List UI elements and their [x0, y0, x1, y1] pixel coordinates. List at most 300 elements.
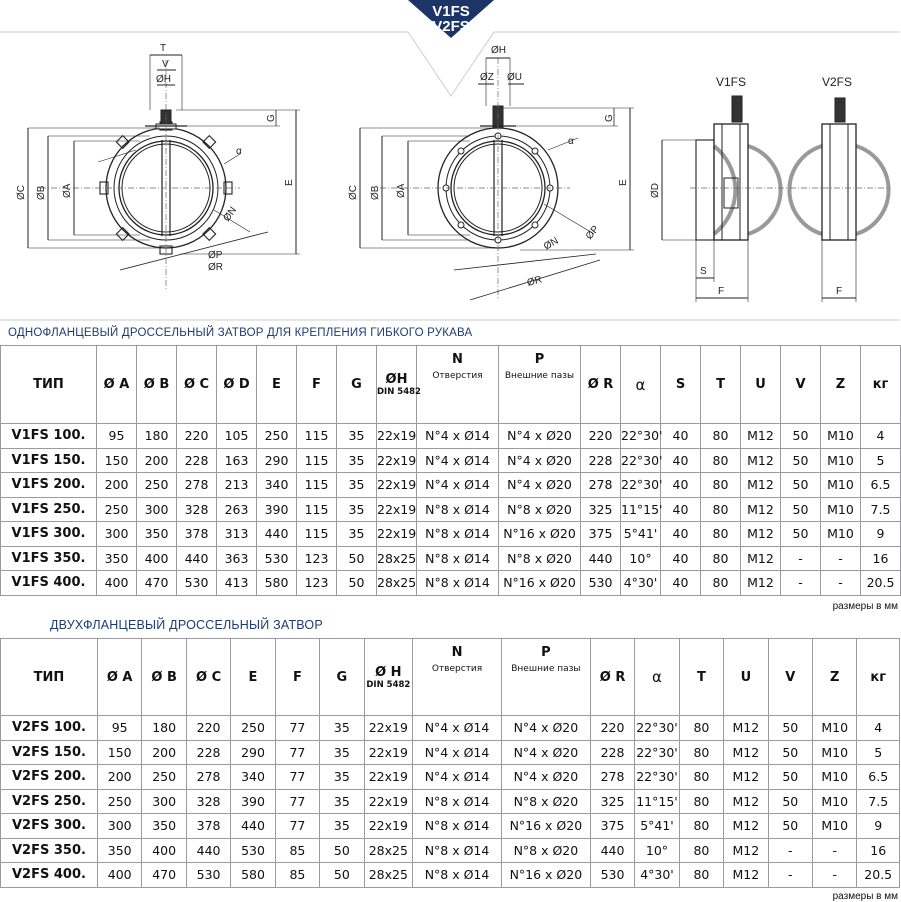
- table-cell: N°4 x Ø20: [499, 473, 581, 498]
- col-C: Ø C: [177, 346, 217, 424]
- table-cell: 400: [97, 571, 137, 596]
- model-cell: V2FS 250.: [1, 789, 98, 814]
- table-cell: 228: [590, 740, 634, 765]
- table-cell: M12: [741, 448, 781, 473]
- table-cell: 50: [781, 424, 821, 449]
- table-cell: 163: [217, 448, 257, 473]
- table-cell: M10: [821, 497, 861, 522]
- table-row: [1, 424, 901, 449]
- col-A: Ø A: [97, 639, 141, 716]
- table-cell: -: [768, 863, 812, 888]
- table-cell: M12: [724, 789, 768, 814]
- table-cell: 105: [217, 424, 257, 449]
- table-cell: 278: [186, 765, 230, 790]
- col-N-sub: Отверстия: [432, 371, 483, 381]
- table-cell: N°8 x Ø14: [413, 863, 502, 888]
- table-cell: 363: [217, 546, 257, 571]
- table-row: [1, 448, 901, 473]
- col-alpha: α: [621, 346, 661, 424]
- view-v1fs-side: [662, 96, 790, 302]
- table-cell: 77: [275, 814, 319, 839]
- table-cell: 375: [590, 814, 634, 839]
- table-cell: 50: [781, 448, 821, 473]
- table-cell: 80: [701, 522, 741, 547]
- table-cell: 22°30': [621, 473, 661, 498]
- table-cell: 115: [297, 522, 337, 547]
- table-cell: 35: [337, 473, 377, 498]
- col-N-label: N: [452, 352, 463, 367]
- table-cell: 4: [857, 716, 900, 741]
- table-cell: 40: [661, 522, 701, 547]
- table-cell: 530: [257, 546, 297, 571]
- table-cell: 6.5: [861, 473, 901, 498]
- col-type: ТИП: [1, 639, 98, 716]
- col-H-label: Ø H: [375, 664, 402, 680]
- table-cell: N°4 x Ø14: [417, 473, 499, 498]
- dim-N-label-2: ØN: [542, 235, 561, 253]
- table-cell: 530: [177, 571, 217, 596]
- model-cell: V1FS 400.: [1, 571, 97, 596]
- table-cell: 40: [661, 546, 701, 571]
- table-cell: M10: [813, 740, 857, 765]
- table-cell: N°16 x Ø20: [499, 522, 581, 547]
- view-v2fs-title: V2FS: [822, 75, 853, 89]
- table-cell: N°16 x Ø20: [499, 571, 581, 596]
- table-row: [1, 789, 900, 814]
- table-cell: M12: [724, 863, 768, 888]
- dim-A-label-2: ØA: [396, 183, 407, 198]
- dim-Z-label: ØZ: [480, 72, 494, 83]
- table-cell: 530: [590, 863, 634, 888]
- table-cell: 4°30': [621, 571, 661, 596]
- table-cell: 328: [177, 497, 217, 522]
- table-cell: 80: [701, 546, 741, 571]
- col-A: Ø A: [97, 346, 137, 424]
- table-cell: 22x19: [377, 497, 417, 522]
- badge-line1: V1FS: [432, 3, 470, 20]
- table-cell: M10: [813, 765, 857, 790]
- table-cell: 340: [231, 765, 275, 790]
- table-row: [1, 814, 900, 839]
- table-cell: 50: [781, 497, 821, 522]
- table-cell: 77: [275, 716, 319, 741]
- table-row: [1, 546, 901, 571]
- table-cell: 7.5: [861, 497, 901, 522]
- table-cell: M10: [813, 814, 857, 839]
- table-cell: 4°30': [635, 863, 679, 888]
- table-cell: 290: [231, 740, 275, 765]
- table-cell: 22x19: [364, 716, 412, 741]
- table-cell: 440: [177, 546, 217, 571]
- table-cell: 40: [661, 497, 701, 522]
- col-type: ТИП: [1, 346, 97, 424]
- dim-F-label-2: F: [836, 286, 843, 297]
- col-N-label: N: [451, 645, 463, 660]
- table-cell: 35: [320, 814, 364, 839]
- table-cell: 150: [97, 740, 141, 765]
- table-row: [1, 473, 901, 498]
- dim-B-label-2: ØB: [370, 185, 381, 200]
- col-H-label: ØH: [385, 372, 408, 387]
- table-cell: 9: [861, 522, 901, 547]
- col-G: G: [337, 346, 377, 424]
- table2-title: ДВУХФЛАНЦЕВЫЙ ДРОССЕЛЬНЫЙ ЗАТВОР: [50, 618, 323, 632]
- table-cell: 440: [590, 838, 634, 863]
- table-cell: N°4 x Ø20: [499, 448, 581, 473]
- dim-G-label-2: G: [604, 114, 615, 122]
- table-cell: 250: [257, 424, 297, 449]
- table-cell: 580: [257, 571, 297, 596]
- model-cell: V1FS 150.: [1, 448, 97, 473]
- table-cell: -: [768, 838, 812, 863]
- table-row: [1, 571, 901, 596]
- table-cell: N°8 x Ø14: [413, 838, 502, 863]
- col-P: [501, 639, 590, 716]
- view-v1fs-front: [28, 55, 300, 290]
- col-kg: кг: [861, 346, 901, 424]
- table-cell: 5: [861, 448, 901, 473]
- table-cell: 200: [97, 765, 141, 790]
- table-cell: M12: [741, 546, 781, 571]
- table-cell: N°4 x Ø14: [413, 716, 502, 741]
- table-cell: N°4 x Ø14: [417, 448, 499, 473]
- table-cell: 278: [581, 473, 621, 498]
- table-cell: 300: [97, 522, 137, 547]
- dim-S-label: S: [700, 266, 707, 277]
- table-cell: 378: [186, 814, 230, 839]
- table-cell: 11°15': [635, 789, 679, 814]
- table-cell: 35: [320, 740, 364, 765]
- table-cell: M10: [813, 789, 857, 814]
- table-cell: 10°: [635, 838, 679, 863]
- table-cell: 80: [679, 740, 723, 765]
- table-cell: 22x19: [377, 473, 417, 498]
- table-cell: M12: [724, 740, 768, 765]
- table-cell: 50: [320, 838, 364, 863]
- table-cell: N°8 x Ø14: [417, 522, 499, 547]
- table-cell: 390: [231, 789, 275, 814]
- table-cell: 77: [275, 740, 319, 765]
- table-cell: 200: [137, 448, 177, 473]
- col-R: Ø R: [581, 346, 621, 424]
- table-cell: 28x25: [364, 838, 412, 863]
- table-cell: M10: [821, 522, 861, 547]
- col-T: T: [679, 639, 723, 716]
- table-cell: M12: [724, 838, 768, 863]
- table-cell: 530: [581, 571, 621, 596]
- table-cell: 80: [701, 448, 741, 473]
- table-cell: 50: [768, 740, 812, 765]
- table-cell: 22°30': [635, 740, 679, 765]
- dim-G-label: G: [266, 114, 277, 122]
- table-cell: 95: [97, 424, 137, 449]
- view-v2fs-front: [360, 58, 634, 300]
- table-cell: 50: [768, 789, 812, 814]
- col-P-sub: Внешние пазы: [504, 371, 575, 381]
- dim-C-label: ØC: [16, 185, 27, 200]
- table-cell: 220: [186, 716, 230, 741]
- table-cell: 22x19: [377, 424, 417, 449]
- table-cell: M10: [821, 424, 861, 449]
- table-cell: 4: [861, 424, 901, 449]
- table-cell: 5: [857, 740, 900, 765]
- table-cell: 220: [590, 716, 634, 741]
- model-cell: V1FS 250.: [1, 497, 97, 522]
- table-cell: N°8 x Ø20: [501, 789, 590, 814]
- col-P-label: P: [534, 352, 545, 367]
- table1-title: ОДНОФЛАНЦЕВЫЙ ДРОССЕЛЬНЫЙ ЗАТВОР ДЛЯ КРЕПЛЕНИЯ ГИБКОГО РУКАВА: [8, 327, 473, 339]
- table-cell: 375: [581, 522, 621, 547]
- col-B: Ø B: [137, 346, 177, 424]
- table-cell: M12: [741, 497, 781, 522]
- table-cell: 35: [320, 716, 364, 741]
- table-cell: 278: [177, 473, 217, 498]
- table-cell: 50: [768, 716, 812, 741]
- col-N-sub: Отверстия: [431, 664, 483, 674]
- table-cell: 200: [142, 740, 186, 765]
- table-cell: 22x19: [364, 789, 412, 814]
- table-cell: 22x19: [377, 448, 417, 473]
- table-cell: 80: [701, 571, 741, 596]
- table-cell: 50: [781, 473, 821, 498]
- table-cell: 440: [581, 546, 621, 571]
- table-cell: 35: [337, 522, 377, 547]
- dim-P-label-2: ØP: [583, 223, 602, 242]
- table-cell: M12: [741, 473, 781, 498]
- table-cell: 22x19: [377, 522, 417, 547]
- table-cell: 200: [97, 473, 137, 498]
- table-cell: M12: [724, 765, 768, 790]
- table-cell: 35: [320, 765, 364, 790]
- table-cell: 340: [257, 473, 297, 498]
- table-cell: N°8 x Ø20: [499, 546, 581, 571]
- col-N: [413, 639, 502, 716]
- table1-v1fs: [0, 345, 901, 596]
- table-row: [1, 740, 900, 765]
- table-cell: -: [821, 546, 861, 571]
- table-cell: 300: [142, 789, 186, 814]
- table-row: [1, 716, 900, 741]
- table-cell: 390: [257, 497, 297, 522]
- model-cell: V2FS 300.: [1, 814, 98, 839]
- table-cell: 35: [337, 448, 377, 473]
- col-B: Ø B: [142, 639, 186, 716]
- table-cell: 278: [590, 765, 634, 790]
- table-cell: 11°15': [621, 497, 661, 522]
- table-cell: 313: [217, 522, 257, 547]
- table-cell: 50: [781, 522, 821, 547]
- table-cell: 35: [337, 497, 377, 522]
- table-cell: 290: [257, 448, 297, 473]
- table-cell: N°4 x Ø14: [417, 424, 499, 449]
- table-cell: -: [781, 571, 821, 596]
- col-H-sub: DIN 5482: [377, 387, 421, 397]
- table-cell: 228: [177, 448, 217, 473]
- dim-alpha-label-2: α: [568, 136, 574, 147]
- col-V: V: [768, 639, 812, 716]
- table-cell: 9: [857, 814, 900, 839]
- table-cell: 6.5: [857, 765, 900, 790]
- table-cell: 350: [137, 522, 177, 547]
- table-cell: 22°30': [635, 716, 679, 741]
- table-cell: N°4 x Ø14: [413, 765, 502, 790]
- table-cell: 35: [320, 789, 364, 814]
- table-cell: 180: [137, 424, 177, 449]
- table-cell: 440: [231, 814, 275, 839]
- table-cell: 40: [661, 473, 701, 498]
- table1-units-note: размеры в мм: [832, 601, 898, 612]
- col-S: S: [661, 346, 701, 424]
- table-cell: 80: [701, 424, 741, 449]
- table-cell: N°4 x Ø20: [499, 424, 581, 449]
- table-cell: N°4 x Ø20: [501, 716, 590, 741]
- table-cell: M10: [821, 473, 861, 498]
- col-C: Ø C: [186, 639, 230, 716]
- view-v2fs-side: [789, 98, 890, 302]
- dim-E-label-2: E: [618, 179, 629, 186]
- dim-P-label: ØP: [208, 250, 223, 261]
- table-cell: 80: [679, 814, 723, 839]
- table-cell: 440: [186, 838, 230, 863]
- table-cell: 40: [661, 571, 701, 596]
- table-cell: 220: [581, 424, 621, 449]
- table-cell: N°16 x Ø20: [501, 863, 590, 888]
- table-cell: N°8 x Ø14: [417, 571, 499, 596]
- table-cell: M12: [724, 814, 768, 839]
- col-U: U: [724, 639, 768, 716]
- drawing-frame: [0, 32, 900, 96]
- table-cell: 378: [177, 522, 217, 547]
- dim-B-label: ØB: [36, 185, 47, 200]
- table-cell: N°8 x Ø14: [413, 814, 502, 839]
- table-cell: 16: [861, 546, 901, 571]
- col-E: E: [231, 639, 275, 716]
- col-P-label: P: [541, 645, 551, 660]
- model-cell: V2FS 100.: [1, 716, 98, 741]
- model-cell: V1FS 200.: [1, 473, 97, 498]
- table-cell: 77: [275, 789, 319, 814]
- table-cell: 250: [97, 497, 137, 522]
- table-cell: N°8 x Ø14: [417, 546, 499, 571]
- table-cell: N°8 x Ø20: [501, 838, 590, 863]
- table-header-row: [1, 346, 901, 424]
- table-cell: 10°: [621, 546, 661, 571]
- table-cell: 350: [142, 814, 186, 839]
- table-cell: 123: [297, 571, 337, 596]
- col-V: V: [781, 346, 821, 424]
- table-cell: 228: [581, 448, 621, 473]
- table-cell: 22x19: [364, 814, 412, 839]
- table-cell: 213: [217, 473, 257, 498]
- table-cell: N°4 x Ø20: [501, 740, 590, 765]
- dim-T-label: T: [160, 43, 167, 54]
- col-E: E: [257, 346, 297, 424]
- model-cell: V2FS 150.: [1, 740, 98, 765]
- table-cell: 50: [320, 863, 364, 888]
- dim-D-label: ØD: [650, 183, 661, 198]
- table-cell: 40: [661, 448, 701, 473]
- table-cell: 50: [768, 814, 812, 839]
- table-cell: 325: [590, 789, 634, 814]
- table-cell: 80: [679, 789, 723, 814]
- table-cell: 220: [177, 424, 217, 449]
- table-cell: 228: [186, 740, 230, 765]
- table-cell: 22x19: [364, 765, 412, 790]
- col-Z: Z: [813, 639, 857, 716]
- table-cell: M12: [741, 571, 781, 596]
- dim-R-label: ØR: [208, 262, 223, 273]
- table-cell: 263: [217, 497, 257, 522]
- table-cell: -: [813, 838, 857, 863]
- table-cell: 300: [137, 497, 177, 522]
- dim-F-label: F: [718, 286, 725, 297]
- table-cell: 250: [142, 765, 186, 790]
- table-cell: 80: [679, 765, 723, 790]
- col-alpha: α: [635, 639, 679, 716]
- table-cell: -: [821, 571, 861, 596]
- col-U: U: [741, 346, 781, 424]
- table-cell: 115: [297, 473, 337, 498]
- table-cell: 115: [297, 497, 337, 522]
- table-row: [1, 497, 901, 522]
- table-cell: N°8 x Ø20: [499, 497, 581, 522]
- dim-H-label: ØH: [156, 74, 171, 85]
- model-badge-text: [418, 4, 484, 34]
- col-T: T: [701, 346, 741, 424]
- col-P: [499, 346, 581, 424]
- model-cell: V2FS 400.: [1, 863, 98, 888]
- table-cell: 5°41': [635, 814, 679, 839]
- table-cell: 440: [257, 522, 297, 547]
- table-cell: 470: [137, 571, 177, 596]
- col-F: F: [275, 639, 319, 716]
- view-v1fs-title: V1FS: [716, 75, 747, 89]
- table-cell: 20.5: [857, 863, 900, 888]
- table2-v2fs: [0, 638, 900, 888]
- table-cell: 80: [679, 716, 723, 741]
- table-cell: 180: [142, 716, 186, 741]
- table-cell: 28x25: [377, 571, 417, 596]
- table-cell: N°16 x Ø20: [501, 814, 590, 839]
- table-cell: 20.5: [861, 571, 901, 596]
- table-cell: 35: [337, 424, 377, 449]
- table-cell: 250: [137, 473, 177, 498]
- model-cell: V1FS 100.: [1, 424, 97, 449]
- col-H: [364, 639, 412, 716]
- table2-units-note: размеры в мм: [832, 891, 898, 902]
- col-P-sub: Внешние пазы: [511, 664, 581, 674]
- col-F: F: [297, 346, 337, 424]
- table-cell: 250: [97, 789, 141, 814]
- technical-drawing: [0, 0, 900, 326]
- table-cell: 80: [701, 473, 741, 498]
- table-cell: 77: [275, 765, 319, 790]
- dim-C-label-2: ØC: [348, 185, 359, 200]
- col-H-sub: DIN 5482: [366, 679, 411, 690]
- table-cell: 22°30': [621, 424, 661, 449]
- table-cell: 22°30': [635, 765, 679, 790]
- table-cell: 5°41': [621, 522, 661, 547]
- table-cell: 80: [679, 838, 723, 863]
- table-cell: 85: [275, 838, 319, 863]
- dim-alpha-label: α: [236, 146, 242, 157]
- table-cell: 350: [97, 546, 137, 571]
- table-cell: 28x25: [377, 546, 417, 571]
- model-cell: V1FS 350.: [1, 546, 97, 571]
- col-R: Ø R: [590, 639, 634, 716]
- table-cell: 530: [231, 838, 275, 863]
- table-cell: -: [813, 863, 857, 888]
